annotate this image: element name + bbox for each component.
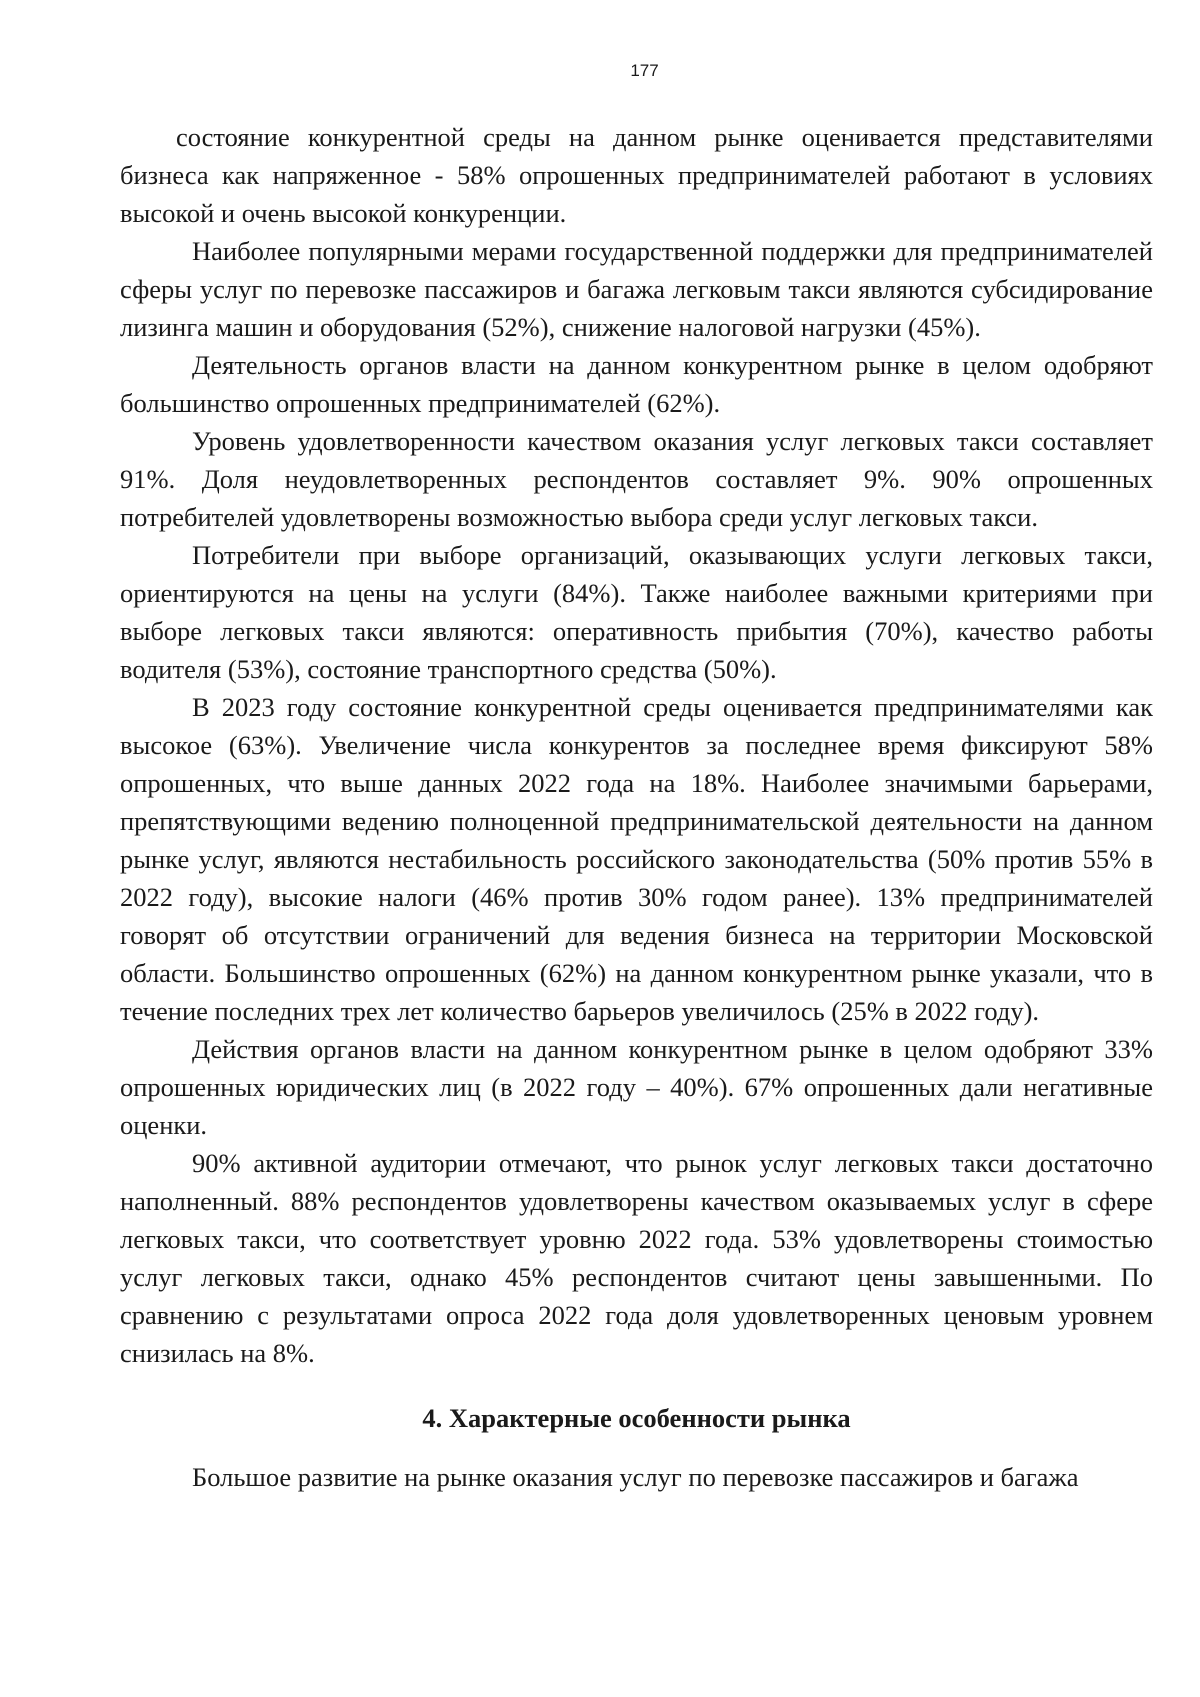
paragraph-final: Большое развитие на рынке оказания услуг по перевозке пассажиров и багажа <box>192 1462 1079 1492</box>
page-number: 177 <box>630 61 659 80</box>
paragraph-7: Действия органов власти на данном конкурентном рынке в целом одобряют 33% опрошенных юридических лиц (в 2022 году – 40%). 67% опрошенных дали негативные оценки. <box>120 1034 1153 1140</box>
paragraph-4: Уровень удовлетворенности качеством оказания услуг легковых такси составляет 91%. Доля неудовлетворенных респондентов составляет 9%. 90% опрошенных потребителей удовлетворены возможностью выбора среди услуг легковых такси. <box>120 426 1153 532</box>
paragraph-8: 90% активной аудитории отмечают, что рынок услуг легковых такси достаточно наполненный. 88% респондентов удовлетворены качеством оказываемых услуг в сфере легковых такси, что соответствует уровню 2022 года. 53% удовлетворены стоимостью услуг легковых такси, однако 45% респондентов считают цены завышенными. По сравнению с результатами опроса 2022 года доля удовлетворенных ценовым уровнем снизилась на 8%. <box>120 1148 1153 1368</box>
paragraph-6: В 2023 году состояние конкурентной среды оценивается предпринимателями как высокое (63%). Увеличение числа конкурентов за последнее время фиксируют 58% опрошенных, что выше данных 2022 года на 18%. Наиболее значимыми барьерами, препятствующими ведению полноценной предпринимательской деятельности на данном рынке услуг, являются нестабильность российского законодательства (50% против 55% в 2022 году), высокие налоги (46% против 30% годом ранее). 13% предпринимателей говорят об отсутствии ограничений для ведения бизнеса на территории Московской области. Большинство опрошенных (62%) на данном конкурентном рынке указали, что в течение последних трех лет количество барьеров увеличилось (25% в 2022 году). <box>120 692 1153 1026</box>
paragraph-3: Деятельность органов власти на данном конкурентном рынке в целом одобряют большинство опрошенных предпринимателей (62%). <box>120 350 1153 418</box>
paragraph-5: Потребители при выборе организаций, оказывающих услуги легковых такси, ориентируются на цены на услуги (84%). Также наиболее важными критериями при выборе легковых такси являются: оперативность прибытия (70%), качество работы водителя (53%), состояние транспортного средства (50%). <box>120 540 1153 684</box>
paragraph-2: Наиболее популярными мерами государственной поддержки для предпринимателей сферы услуг по перевозке пассажиров и багажа легковым такси являются субсидирование лизинга машин и оборудования (52%), снижение налоговой нагрузки (45%). <box>120 236 1153 342</box>
section-heading: 4. Характерные особенности рынка <box>422 1403 851 1433</box>
paragraph-1: состояние конкурентной среды на данном рынке оценивается представителями бизнеса как напряженное - 58% опрошенных предпринимателей работают в условиях высокой и очень высокой конкуренции. <box>120 122 1153 228</box>
document-page <box>120 60 1153 1496</box>
